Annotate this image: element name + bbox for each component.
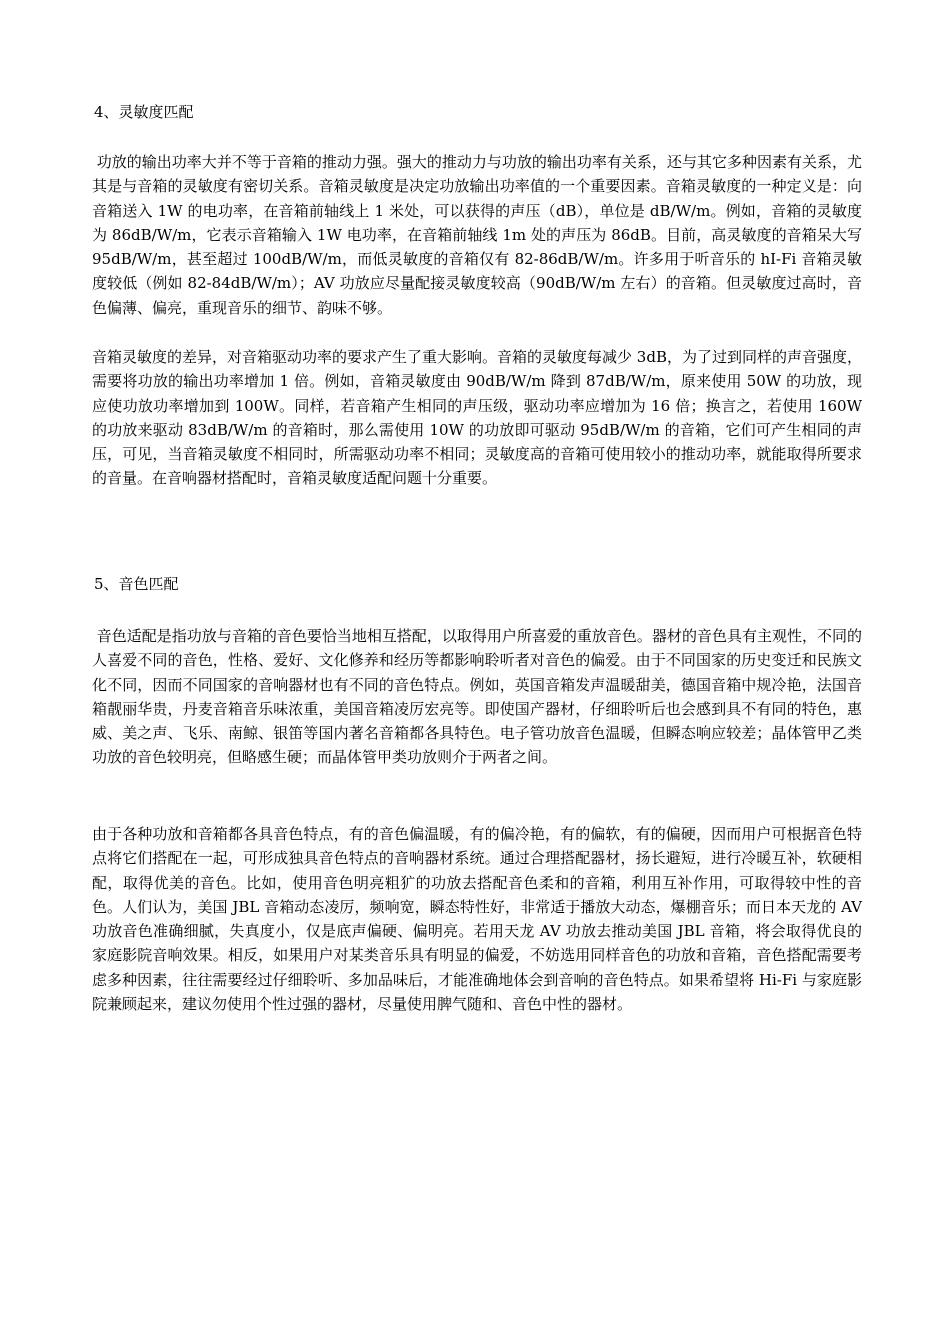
section-timbre-body-2	[92, 822, 862, 1016]
section-timbre-matching	[92, 572, 862, 596]
paragraph: 由于各种功放和音箱都各具音色特点，有的音色偏温暖，有的偏冷艳，有的偏软，有的偏硬，因而用户可根据音色特点将它们搭配在一起，可形成独具音色特点的音响器材系统。通过合理搭配器材，扬长避短，进行冷暖互补，软硬相配，取得优美的音色。比如，使用音色明亮粗犷的功放去搭配音色柔和的音箱，利用互补作用，可取得较中性的音色。人们认为，美国 JBL 音箱动态凌厉，频响宽，瞬态特性好，非常适于播放大动态，爆棚音乐；而日本天龙的 AV 功放音色准确细腻，失真度小，仅是底声偏硬、偏明亮。若用天龙 AV 功放去推动美国 JBL 音箱，将会取得优良的家庭影院音响效果。相反，如果用户对某类音乐具有明显的偏爱，不妨选用同样音色的功放和音箱，音色搭配需要考虑多种因素，往往需要经过仔细聆听、多加品味后，才能准确地体会到音响的音色特点。如果希望将 Hi-Fi 与家庭影院兼顾起来，建议勿使用个性过强的器材，尽量使用脾气随和、音色中性的器材。	[92, 825, 862, 1014]
section-sensitivity-matching	[92, 100, 862, 124]
section-heading: 5、音色匹配	[94, 575, 179, 593]
section-sensitivity-body-2	[92, 345, 862, 491]
paragraph: 音箱灵敏度的差异，对音箱驱动功率的要求产生了重大影响。音箱的灵敏度每减少 3dB，为了过到同样的声音强度，需要将功放的输出功率增加 1 倍。例如，音箱灵敏度由 90dB/W/m 降到 87dB/W/m，原来使用 50W 的功放，现应使功放功率增加到 100W。同样，若音箱产生相同的声压级，驱动功率应增加为 16 倍；换言之，若使用 160W 的功放来驱动 83dB/W/m 的音箱时，那么需使用 10W 的功放即可驱动 95dB/W/m 的音箱，它们可产生相同的声压，可见，当音箱灵敏度不相同时，所需驱动功率不相同；灵敏度高的音箱可使用较小的推动功率，就能取得所要求的音量。在音响器材搭配时，音箱灵敏度适配问题十分重要。	[92, 348, 862, 488]
section-heading: 4、灵敏度匹配	[94, 103, 194, 121]
paragraph: 音色适配是指功放与音箱的音色要恰当地相互搭配，以取得用户所喜爱的重放音色。器材的音色具有主观性，不同的人喜爱不同的音色，性格、爱好、文化修养和经历等都影响聆听者对音色的偏爱。由于不同国家的历史变迁和民族文化不同，因而不同国家的音响器材也有不同的音色特点。例如，英国音箱发声温暖甜美，德国音箱中规冷艳，法国音箱靓丽华贵，丹麦音箱音乐味浓重，美国音箱凌厉宏亮等。即使国产器材，仔细聆听后也会感到具不有同的特色，惠威、美之声、飞乐、南鲸、银笛等国内著名音箱都各具特色。电子管功放音色温暖，但瞬态响应较差；晶体管甲乙类功放的音色较明亮，但略感生硬；而晶体管甲类功放则介于两者之间。	[92, 627, 862, 767]
section-sensitivity-body	[92, 150, 867, 320]
section-timbre-body	[92, 624, 862, 770]
paragraph: 功放的输出功率大并不等于音箱的推动力强。强大的推动力与功放的输出功率有关系，还与其它多种因素有关系，尤其是与音箱的灵敏度有密切关系。音箱灵敏度是决定功放输出功率值的一个重要因素。音箱灵敏度的一种定义是：向音箱送入 1W 的电功率，在音箱前轴线上 1 米处，可以获得的声压（dB），单位是 dB/W/m。例如，音箱的灵敏度为 86dB/W/m，它表示音箱输入 1W 电功率，在音箱前轴线 1m 处的声压为 86dB。目前，高灵敏度的音箱呆大写 95dB/W/m，甚至超过 100dB/W/m，而低灵敏度的音箱仅有 82-86dB/W/m。许多用于听音乐的 hI-Fi 音箱灵敏度较低（例如 82-84dB/W/m）；AV 功放应尽量配接灵敏度较高（90dB/W/m 左右）的音箱。但灵敏度过高时，音色偏薄、偏亮，重现音乐的细节、韵味不够。	[92, 153, 867, 317]
